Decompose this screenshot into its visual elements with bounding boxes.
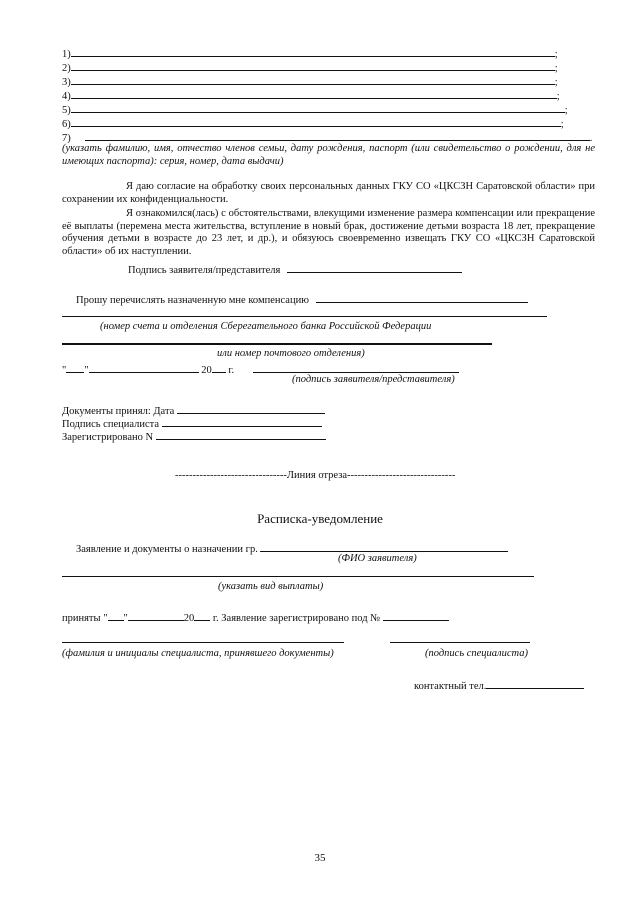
receipt-reg-number-blank[interactable] (383, 610, 449, 621)
specialist-signature-blank[interactable] (162, 416, 322, 427)
transfer-signature-blank[interactable] (253, 362, 459, 373)
specialist-name-line (62, 642, 344, 643)
receipt-payment-line (62, 576, 534, 577)
consent-paragraph-1: Я даю согласие на обработку своих персональных данных ГКУ СО «ЦКСЗН Саратовской области» при сохранении их конфиденциальности. (62, 181, 595, 205)
applicant-signature-blank[interactable] (287, 262, 462, 273)
receipt-fio-hint: (ФИО заявителя) (338, 553, 417, 564)
family-line-7-blank[interactable] (85, 130, 590, 141)
transfer-date-row: " " 20 г. (62, 362, 459, 377)
contact-phone-row: контактный тел. (414, 678, 584, 693)
specialist-signature-hint: (подпись специалиста) (425, 648, 529, 659)
family-line-6-blank[interactable] (71, 116, 561, 127)
receipt-fio-blank-2[interactable] (422, 541, 508, 552)
family-line-5-blank[interactable] (71, 102, 565, 113)
transfer-request-row: Прошу перечислять назначенную мне компенсацию (76, 292, 528, 307)
transfer-account-blank-1[interactable] (316, 292, 408, 303)
receipt-day-blank[interactable] (108, 610, 124, 621)
family-line-3: 3) ; (62, 74, 558, 89)
receipt-line-1: Заявление и документы о назначении гр. (76, 541, 508, 556)
receipt-fio-blank-1[interactable] (260, 541, 422, 552)
family-line-5: 5) ; (62, 102, 568, 117)
family-line-2: 2) ; (62, 60, 558, 75)
family-line-2-blank[interactable] (71, 60, 555, 71)
receipt-payment-hint: (указать вид выплаты) (218, 581, 324, 592)
contact-phone-blank[interactable] (486, 678, 584, 689)
page-number: 35 (314, 852, 326, 864)
cut-line: --------------------------------Линия отреза------------------------------- (175, 470, 456, 481)
receipt-accepted-row: приняты " " 20 г. Заявление зарегистрировано под № (62, 610, 449, 625)
registered-row: Зарегистрировано N (62, 429, 326, 444)
consent-paragraph-2: Я ознакомился(лась) с обстоятельствами, влекущими изменение размера компенсации или прекращение её выплаты (перемена места жительства, вступление в новый брак, достижение детьми возраста 18 лет, прекращение обучения детьми в возрасте до 23 лет, и др.), и обязуюсь своевременно извещать ГКУ СО «ЦКСЗН Саратовской области» об их наступлении. (62, 208, 595, 257)
registered-number-blank[interactable] (156, 429, 326, 440)
docs-accepted-row: Документы принял: Дата (62, 403, 325, 418)
transfer-day-blank[interactable] (66, 362, 84, 373)
applicant-signature-hint: (подпись заявителя/представителя) (292, 374, 455, 385)
transfer-month-blank[interactable] (89, 362, 199, 373)
family-hint: (указать фамилию, имя, отчество членов семьи, дату рождения, паспорт (или свидетельство о рождении, для не имеющих паспорта): серия, номер, дата выдачи) (62, 143, 595, 167)
post-office-hint: или номер почтового отделения) (217, 348, 365, 359)
receipt-title: Расписка-уведомление (257, 511, 383, 526)
family-line-1: 1) ; (62, 46, 558, 61)
specialist-name-hint: (фамилия и инициалы специалиста, принявшего документы) (62, 648, 334, 659)
family-line-7: 7) . (62, 130, 592, 145)
family-line-4: 4) ; (62, 88, 560, 103)
specialist-signature-row: Подпись специалиста (62, 416, 322, 431)
transfer-account-blank-2[interactable] (408, 292, 528, 303)
family-line-3-blank[interactable] (71, 74, 555, 85)
post-office-line (62, 343, 492, 345)
docs-accepted-date-blank[interactable] (177, 403, 325, 414)
family-line-4-blank[interactable] (71, 88, 557, 99)
family-line-1-blank[interactable] (71, 46, 555, 57)
transfer-account-line (62, 316, 547, 317)
receipt-year-blank[interactable] (194, 610, 210, 621)
family-line-6: 6) ; (62, 116, 564, 131)
specialist-signature-line (390, 642, 530, 643)
account-hint: (номер счета и отделения Сберегательного банка Российской Федерации (100, 321, 432, 332)
receipt-month-blank[interactable] (128, 610, 184, 621)
transfer-year-blank[interactable] (212, 362, 226, 373)
applicant-signature-row: Подпись заявителя/представителя (128, 262, 462, 277)
